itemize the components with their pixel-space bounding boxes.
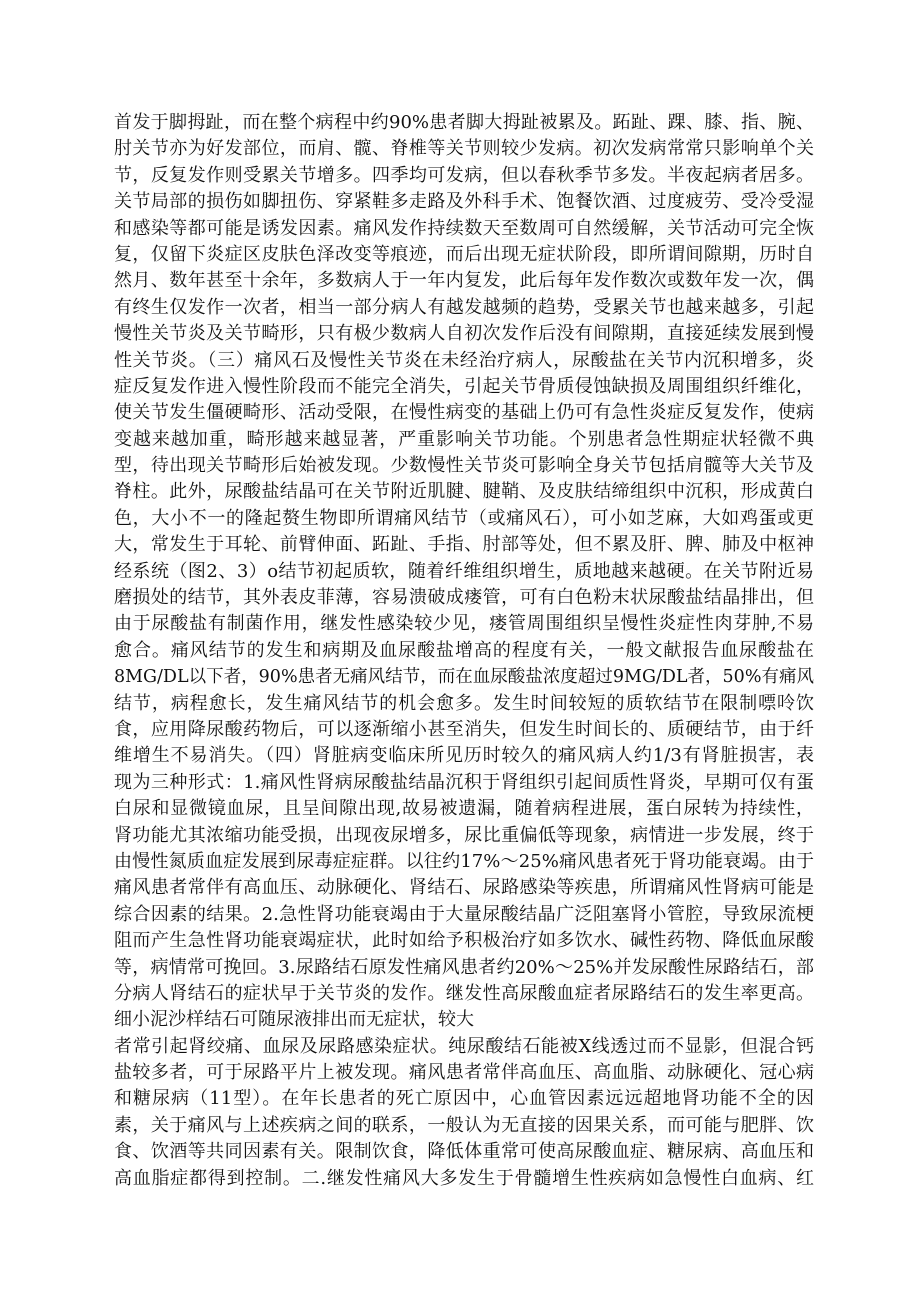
text-line: 分病人肾结石的症状早于关节炎的发作。继发性高尿酸血症者尿路结石的发生率更高。 bbox=[114, 982, 814, 1004]
text-line: 肘关节亦为好发部位，而肩、髋、脊椎等关节则较少发病。初次发病常常只影响单个关 bbox=[114, 138, 814, 160]
text-line: 节，反复发作则受累关节增多。四季均可发病，但以春秋季节多发。半夜起病者居多。 bbox=[114, 164, 814, 186]
document-body bbox=[114, 110, 814, 1192]
text-line: 阻而产生急性肾功能衰竭症状，此时如给予积极治疗如多饮水、碱性药物、降低血尿酸 bbox=[114, 930, 814, 952]
text-line: 维增生不易消失。（四）肾脏病变临床所见历时较久的痛风病人约1/3有肾脏损害，表 bbox=[114, 745, 814, 767]
text-line: 和感染等都可能是诱发因素。痛风发作持续数天至数周可自然缓解，关节活动可完全恢 bbox=[114, 217, 814, 239]
text-line: 然月、数年甚至十余年，多数病人于一年内复发，此后每年发作数次或数年发一次，偶 bbox=[114, 270, 814, 292]
text-line: 食，应用降尿酸药物后，可以逐渐缩小甚至消失，但发生时间长的、质硬结节，由于纤 bbox=[114, 718, 814, 740]
text-line: 由于尿酸盐有制菌作用，继发性感染较少见，瘘管周围组织呈慢性炎症性肉芽肿,不易 bbox=[114, 613, 814, 635]
text-line: 素，关于痛风与上述疾病之间的联系，一般认为无直接的因果关系，而可能与肥胖、饮 bbox=[114, 1114, 814, 1136]
text-line: 愈合。痛风结节的发生和病期及血尿酸盐增高的程度有关，一般文献报告血尿酸盐在 bbox=[114, 639, 814, 661]
text-line: 等，病情常可挽回。3.尿路结石原发性痛风患者约20%～25%并发尿酸性尿路结石，部 bbox=[114, 956, 814, 978]
text-line: 结节，病程愈长，发生痛风结节的机会愈多。发生时间较短的质软结节在限制嘌呤饮 bbox=[114, 692, 814, 714]
text-line: 症反复发作进入慢性阶段而不能完全消失，引起关节骨质侵蚀缺损及周围组织纤维化， bbox=[114, 375, 814, 397]
text-line: 磨损处的结节，其外表皮菲薄，容易溃破成瘘管，可有白色粉末状尿酸盐结晶排出，但 bbox=[114, 587, 814, 609]
text-line: 经系统（图2、3）o结节初起质软，随着纤维组织增生，质地越来越硬。在关节附近易 bbox=[114, 560, 814, 582]
text-line: 型，待出现关节畸形后始被发现。少数慢性关节炎可影响全身关节包括肩髋等大关节及 bbox=[114, 455, 814, 477]
text-line: 白尿和显微镜血尿，且呈间隙出现,故易被遗漏，随着病程进展，蛋白尿转为持续性， bbox=[114, 798, 814, 820]
text-line: 脊柱。此外，尿酸盐结晶可在关节附近肌腱、腱鞘、及皮肤结缔组织中沉积，形成黄白 bbox=[114, 481, 814, 503]
text-line: 由慢性氮质血症发展到尿毒症症群。以往约17%～25%痛风患者死于肾功能衰竭。由于 bbox=[114, 850, 814, 872]
text-line: 关节局部的损伤如脚扭伤、穿紧鞋多走路及外科手术、饱餐饮酒、过度疲劳、受冷受湿 bbox=[114, 191, 814, 213]
text-line: 首发于脚拇趾，而在整个病程中约90%患者脚大拇趾被累及。跖趾、踝、膝、指、腕、 bbox=[114, 112, 814, 133]
text-line: 现为三种形式：1.痛风性肾病尿酸盐结晶沉积于肾组织引起间质性肾炎，早期可仅有蛋 bbox=[114, 771, 814, 793]
text-line: 复，仅留下炎症区皮肤色泽改变等痕迹，而后出现无症状阶段，即所谓间隙期，历时自 bbox=[114, 243, 814, 265]
text-line: 盐较多者，可于尿路平片上被发现。痛风患者常伴高血压、高血脂、动脉硬化、冠心病 bbox=[114, 1062, 814, 1084]
text-line: 有终生仅发作一次者，相当一部分病人有越发越频的趋势，受累关节也越来越多，引起 bbox=[114, 296, 814, 318]
text-line: 高血脂症都得到控制。二.继发性痛风大多发生于骨髓增生性疾病如急慢性白血病、红 bbox=[114, 1167, 814, 1189]
text-line: 大，常发生于耳轮、前臂伸面、跖趾、手指、肘部等处，但不累及肝、脾、肺及中枢神 bbox=[114, 534, 814, 556]
text-line: 肾功能尤其浓缩功能受损，出现夜尿增多，尿比重偏低等现象，病情进一步发展，终于 bbox=[114, 824, 814, 846]
text-line: 食、饮酒等共同因素有关。限制饮食，降低体重常可使高尿酸血症、糖尿病、高血压和 bbox=[114, 1141, 814, 1163]
text-line: 性关节炎。（三）痛风石及慢性关节炎在未经治疗病人，尿酸盐在关节内沉积增多，炎 bbox=[114, 349, 814, 371]
text-line: 综合因素的结果。2.急性肾功能衰竭由于大量尿酸结晶广泛阻塞肾小管腔，导致尿流梗 bbox=[114, 903, 814, 925]
text-line: 8MG/DL以下者，90%患者无痛风结节，而在血尿酸盐浓度超过9MG/DL者，50%有痛风 bbox=[114, 667, 814, 688]
text-line: 色，大小不一的隆起赘生物即所谓痛风结节（或痛风石），可小如芝麻，大如鸡蛋或更 bbox=[114, 507, 814, 529]
text-line: 者常引起肾绞痛、血尿及尿路感染症状。纯尿酸结石能被X线透过而不显影，但混合钙 bbox=[114, 1035, 814, 1057]
text-line: 和糖尿病（11型）。在年长患者的死亡原因中，心血管因素远远超地肾功能不全的因 bbox=[114, 1088, 814, 1110]
text-line: 痛风患者常伴有高血压、动脉硬化、肾结石、尿路感染等疾患，所谓痛风性肾病可能是 bbox=[114, 877, 814, 899]
text-line: 使关节发生僵硬畸形、活动受限，在慢性病变的基础上仍可有急性炎症反复发作，使病 bbox=[114, 402, 814, 424]
text-line: 慢性关节炎及关节畸形，只有极少数病人自初次发作后没有间隙期，直接延续发展到慢 bbox=[114, 323, 814, 345]
text-line-short: 细小泥沙样结石可随尿液排出而无症状，较大 bbox=[114, 1009, 474, 1031]
text-line: 变越来越加重，畸形越来越显著，严重影响关节功能。个别患者急性期症状轻微不典 bbox=[114, 428, 814, 450]
